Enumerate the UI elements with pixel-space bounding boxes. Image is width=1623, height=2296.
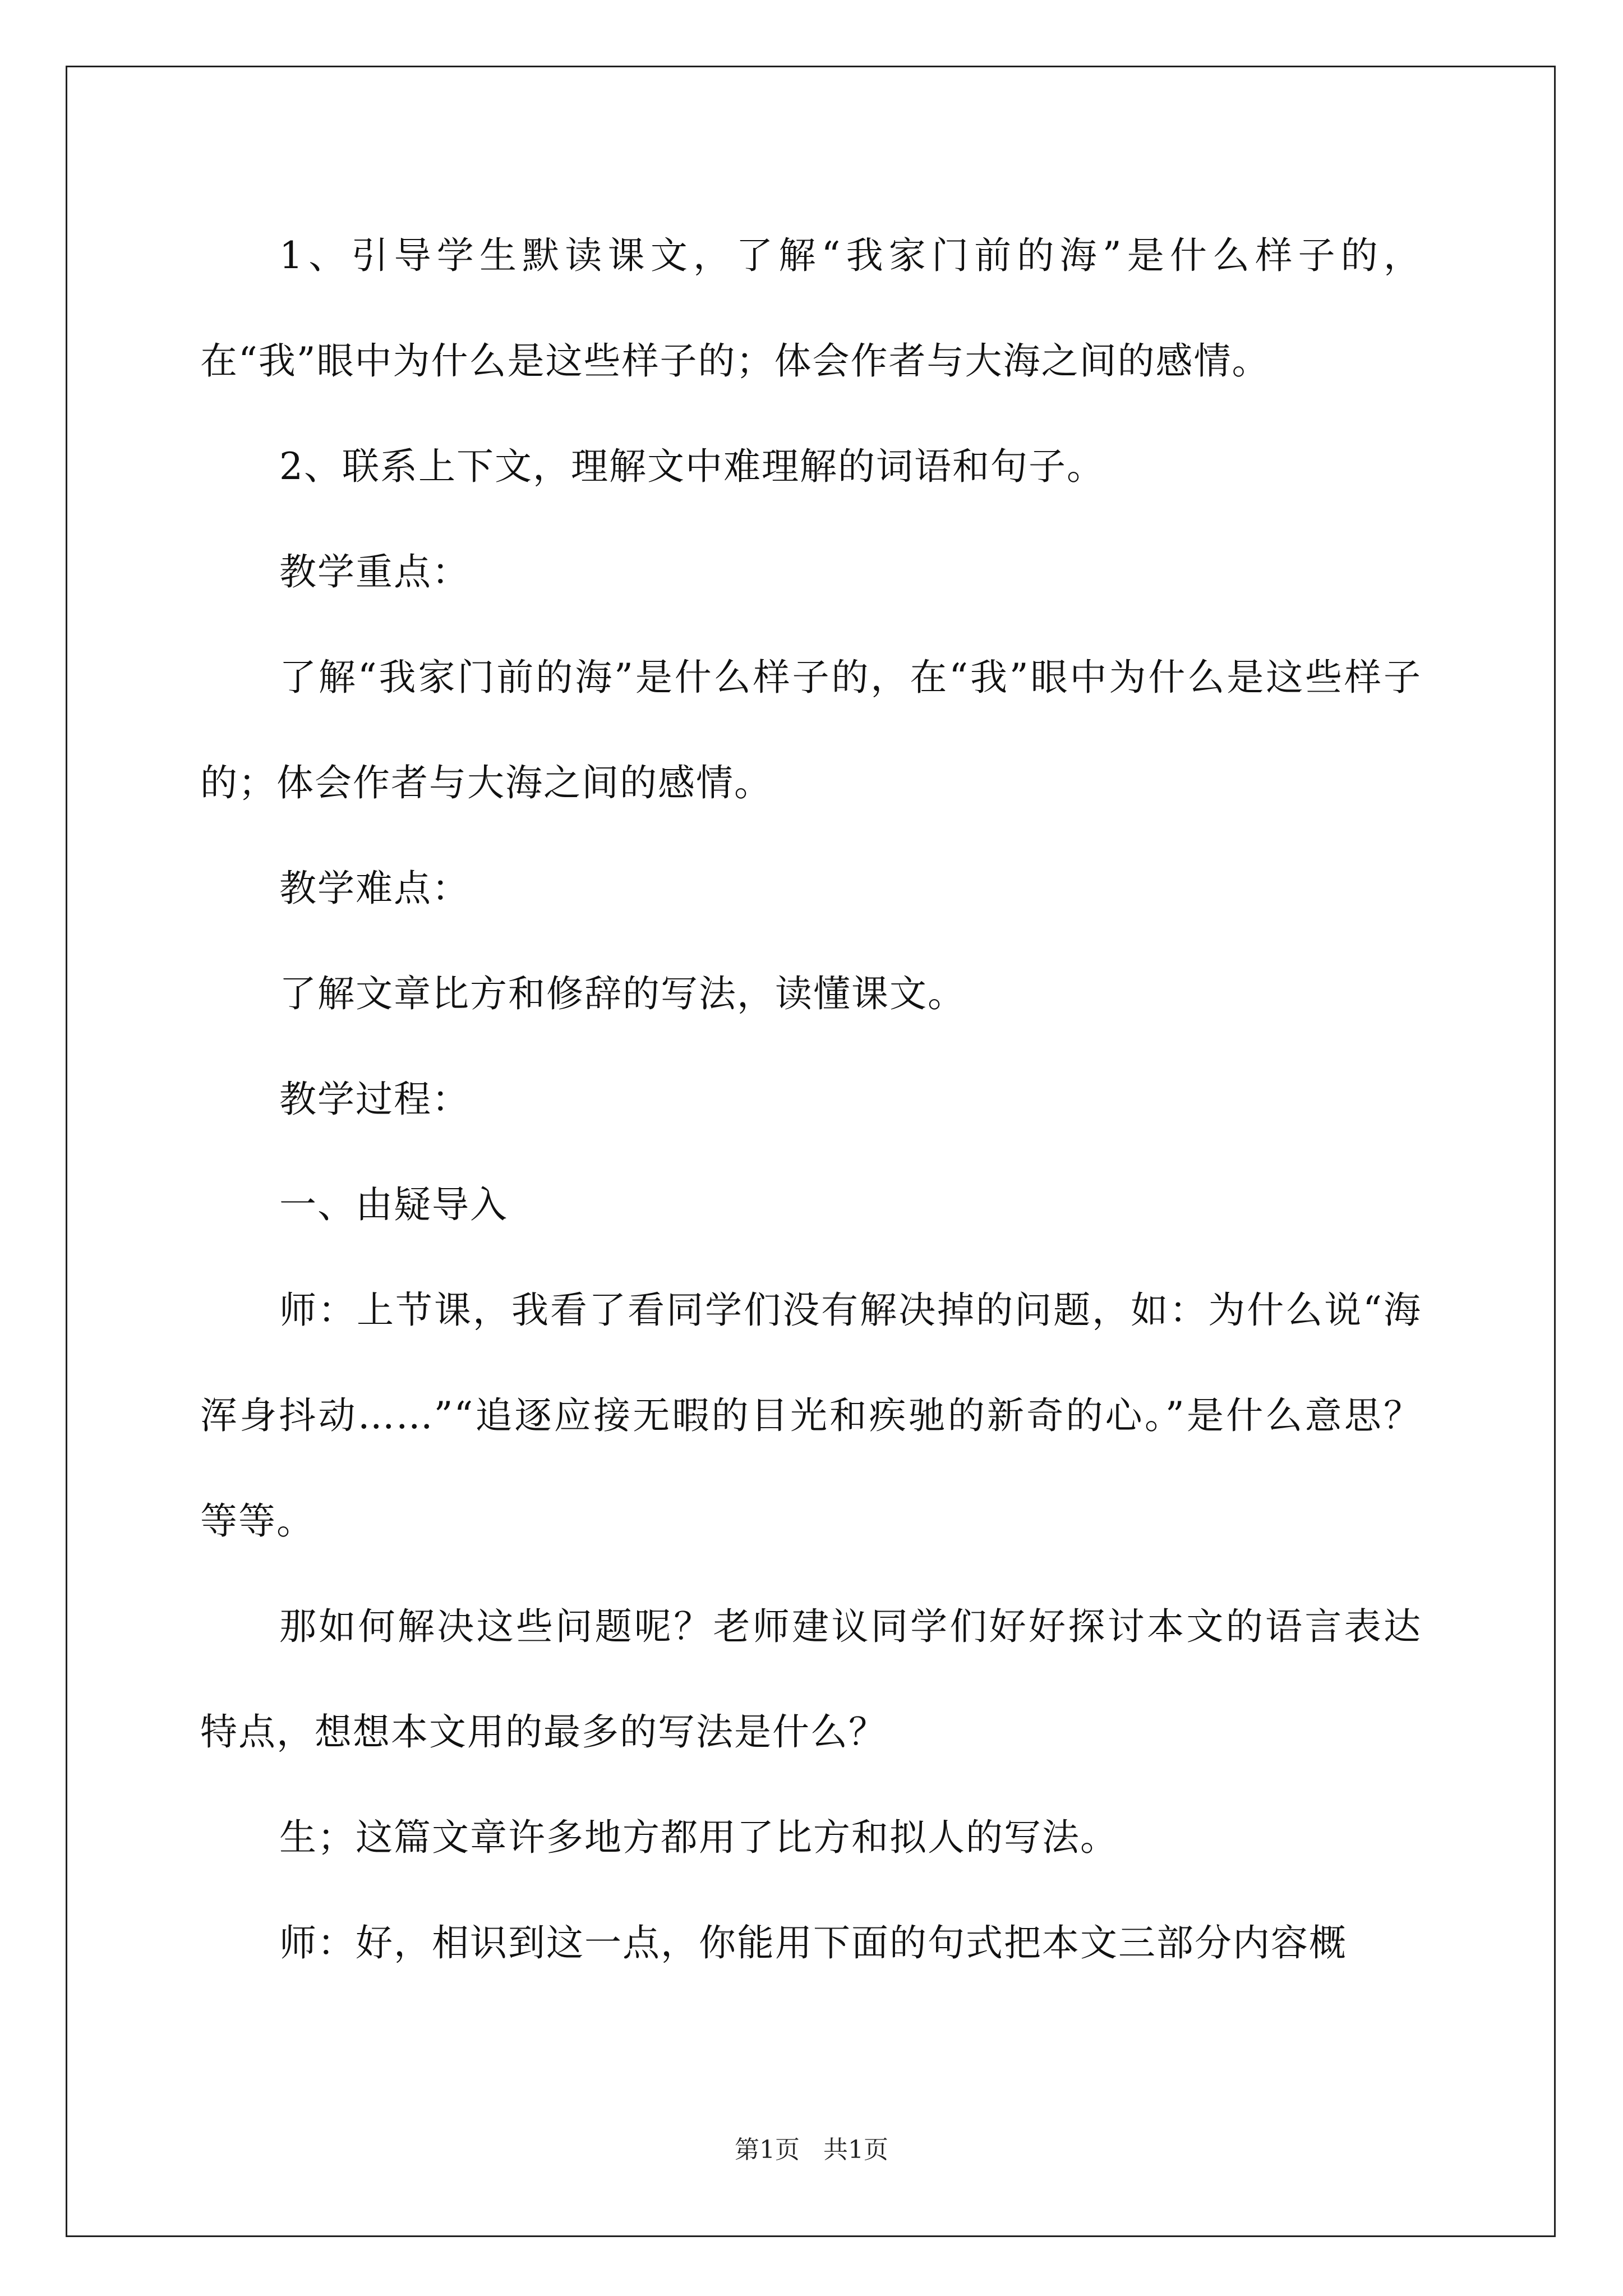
paragraph-objective-2: 2、联系上下文，理解文中难理解的词语和句子。 <box>279 445 1105 488</box>
heading-difficulties: 教学难点： <box>279 867 470 910</box>
section-heading-intro: 一、由疑导入 <box>279 1183 508 1226</box>
heading-process: 教学过程： <box>279 1078 470 1121</box>
page-footer <box>0 2129 1623 2165</box>
paragraph-teacher-2: 那如何解决这些问题呢？老师建议同学们好好探讨本文的语言表达特点，想想本文用的最多的写法是什么？ <box>200 1605 1422 1754</box>
document-body <box>200 203 1422 1996</box>
paragraph-teacher-1: 师：上节课，我看了看同学们没有解决掉的问题，如：为什么说“海浑身抖动……”“追逐应接无暇的目光和疾驰的新奇的心。”是什么意思？等等。 <box>200 1289 1422 1543</box>
paragraph-student-1: 生；这篇文章许多地方都用了比方和拟人的写法。 <box>279 1816 1118 1859</box>
paragraph-key-points: 了解“我家门前的海”是什么样子的，在“我”眼中为什么是这些样子的；体会作者与大海之间的感情。 <box>200 656 1422 804</box>
page-number-current: 第1页 <box>735 2136 800 2164</box>
paragraph-difficulties: 了解文章比方和修辞的写法，读懂课文。 <box>279 972 966 1015</box>
paragraph-teacher-3: 师：好，相识到这一点，你能用下面的句式把本文三部分内容概 <box>279 1921 1347 1964</box>
page-number-total: 共1页 <box>823 2136 888 2164</box>
paragraph-objective-1: 1、引导学生默读课文，了解“我家门前的海”是什么样子的，在“我”眼中为什么是这些样子的；体会作者与大海之间的感情。 <box>200 234 1422 383</box>
heading-key-points: 教学重点： <box>279 550 470 593</box>
